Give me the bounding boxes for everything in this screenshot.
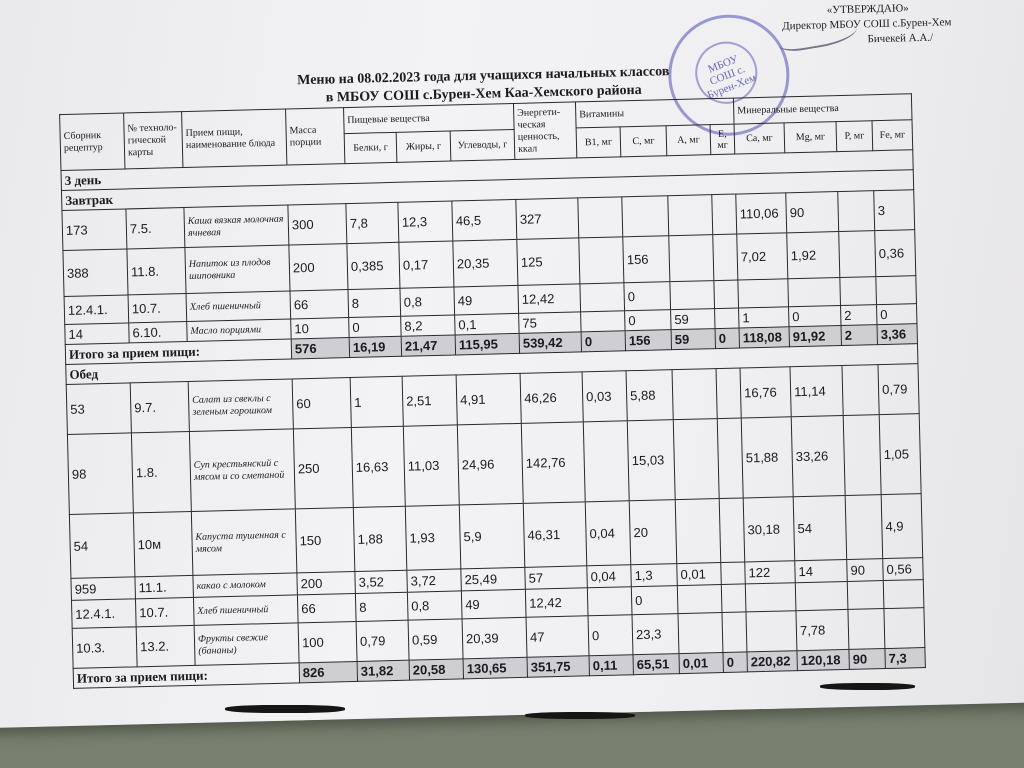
cell-dish: какао с молоком	[193, 573, 298, 598]
cell-fat: 1,93	[405, 505, 461, 570]
cell-mg: 33,26	[791, 415, 845, 496]
cell-fat: 8,2	[401, 315, 455, 336]
cell-carb: 46,5	[452, 199, 517, 241]
cell-protein: 0	[349, 316, 401, 337]
cell-b1	[578, 197, 623, 238]
cell-card: 1.8.	[131, 431, 191, 512]
cell-energy: 46,26	[520, 372, 583, 423]
cell-p	[838, 191, 875, 232]
total-energy: 539,42	[519, 332, 581, 354]
cell-ca	[745, 583, 796, 612]
cell-ca: 1	[739, 307, 789, 328]
cell-carb: 49	[461, 589, 526, 619]
title-line-2: в МБОУ СОШ с.Бурен-Хем Каа-Хемского района	[325, 82, 642, 106]
total-label: Итого за прием пищи:	[73, 663, 299, 689]
cell-protein: 0,79	[356, 620, 409, 661]
header-protein: Белки, г	[344, 132, 397, 163]
total-a: 0,01	[679, 653, 723, 674]
cell-p	[839, 231, 876, 278]
cell-c: 5,88	[626, 370, 673, 421]
cell-dish: Хлеб пшеничный	[193, 595, 298, 626]
cell-ca: 30,18	[743, 497, 795, 562]
cell-carb: 20,39	[462, 617, 527, 659]
header-vitamins: Витамины	[575, 98, 734, 128]
cell-recipe: 14	[65, 323, 129, 345]
cell-card: 10м	[133, 511, 193, 576]
total-energy: 351,75	[527, 656, 589, 678]
cell-c	[622, 196, 669, 237]
cell-recipe: 959	[71, 577, 136, 601]
header-nutrients: Пищевые вещества	[344, 103, 515, 133]
cell-dish: Фрукты свежие (бананы)	[194, 623, 299, 666]
cell-carb: 24,96	[457, 423, 523, 505]
cell-a	[675, 499, 721, 564]
header-minerals: Минеральные вещества	[733, 94, 912, 124]
cell-protein: 1,88	[353, 506, 407, 571]
cell-b1	[581, 311, 625, 332]
cell-mass: 200	[297, 571, 356, 594]
cell-dish: Капуста тушенная с мясом	[191, 509, 297, 576]
total-p: 90	[849, 649, 885, 670]
ink-smudge	[820, 683, 915, 690]
cell-mg: 54	[793, 495, 847, 560]
total-mg: 120,18	[797, 649, 849, 670]
cell-fe: 0,56	[883, 558, 924, 581]
title-line-1: Меню на 08.02.2023 года для учащихся начальных классов	[297, 64, 670, 89]
cell-energy: 47	[526, 616, 589, 658]
cell-ca: 16,76	[740, 367, 791, 418]
header-carb: Углеводы, г	[450, 129, 515, 161]
cell-card: 6.10.	[129, 322, 187, 343]
cell-recipe: 54	[69, 513, 135, 579]
document-body	[57, 0, 1024, 716]
header-mg: Mg, мг	[784, 122, 837, 153]
cell-b1	[580, 283, 625, 312]
total-mg: 91,92	[789, 326, 841, 347]
cell-fe: 0,79	[878, 364, 919, 415]
cell-fe	[876, 276, 917, 305]
total-fat: 20,58	[409, 659, 463, 680]
cell-b1: 0,03	[582, 371, 627, 422]
total-fe: 3,36	[877, 324, 917, 345]
cell-c: 20	[629, 500, 677, 565]
cell-e	[722, 612, 747, 653]
cell-e	[717, 418, 743, 499]
cell-recipe: 173	[62, 209, 127, 251]
cell-carb: 0,1	[455, 313, 520, 335]
total-label: Итого за прием пищи:	[65, 339, 291, 365]
cell-mass: 250	[293, 428, 353, 509]
cell-dish: Хлеб пшеничный	[186, 291, 291, 322]
cell-carb: 20,35	[453, 239, 518, 287]
cell-protein: 8	[348, 288, 401, 317]
cell-b1: 0,04	[585, 501, 631, 566]
cell-fe: 3	[874, 190, 915, 231]
header-recipe: Сборник рецептур	[60, 113, 125, 171]
cell-energy: 46,31	[523, 502, 587, 567]
cell-mass: 150	[295, 507, 355, 572]
total-ca: 220,82	[747, 651, 797, 672]
cell-b1	[579, 237, 624, 284]
cell-mg: 7,78	[796, 609, 849, 650]
cell-card: 11.1.	[135, 575, 194, 598]
total-p: 2	[841, 325, 877, 346]
approval-name: Бичекей А.А./	[867, 31, 934, 46]
header-dish: Прием пищи, наименование блюда	[182, 109, 287, 168]
cell-fe: 4,9	[881, 494, 923, 559]
cell-mg: 90	[786, 192, 839, 233]
total-c: 65,51	[633, 654, 679, 675]
cell-energy: 12,42	[518, 284, 581, 314]
cell-recipe: 388	[63, 249, 128, 297]
cell-ca: 110,06	[736, 193, 787, 234]
cell-a	[670, 281, 715, 310]
approval-position: Директор МБОУ СОШ с.Бурен-Хем	[782, 16, 952, 33]
cell-recipe: 12.4.1.	[64, 295, 129, 325]
cell-e	[721, 584, 746, 613]
cell-mass: 66	[297, 593, 356, 622]
cell-b1: 0,04	[587, 565, 632, 588]
total-protein: 16,19	[349, 336, 401, 357]
cell-protein: 3,52	[355, 570, 408, 593]
header-p: Р, мг	[836, 121, 873, 152]
cell-fe: 0,36	[875, 230, 916, 277]
cell-mg: 1,92	[787, 232, 840, 279]
cell-card: 11.8.	[127, 248, 186, 295]
cell-b1: 0	[588, 615, 633, 656]
cell-dish: Суп крестьянский с мясом и со сметаной	[189, 429, 295, 512]
cell-e	[714, 280, 739, 309]
cell-mass: 200	[289, 244, 348, 291]
total-fe: 7,3	[885, 648, 925, 669]
cell-ca: 7,02	[737, 233, 788, 280]
cell-fat: 0,17	[399, 241, 454, 288]
total-a: 59	[671, 329, 715, 350]
header-energy: Энергети-ческая ценность, ккал	[514, 102, 577, 159]
cell-card: 10.7.	[135, 597, 194, 626]
cell-energy: 57	[525, 566, 588, 590]
cell-dish: Салат из свеклы с зеленым горошком	[188, 379, 293, 432]
total-e: 0	[715, 328, 739, 349]
header-fat: Жиры, г	[396, 131, 451, 162]
day-label: 3 день	[61, 150, 913, 191]
total-e: 0	[723, 652, 747, 673]
header-c: С, мг	[620, 126, 667, 157]
total-mass: 826	[299, 661, 357, 682]
cell-b1	[583, 421, 629, 502]
cell-ca	[738, 279, 789, 308]
cell-fe: 0	[877, 304, 917, 325]
cell-energy: 75	[519, 312, 581, 334]
cell-protein: 7,8	[346, 202, 399, 243]
cell-energy: 12,42	[525, 588, 588, 618]
cell-card: 9.7.	[130, 381, 189, 432]
cell-mg	[788, 278, 841, 307]
cell-fat: 0,8	[400, 287, 455, 316]
lunch-label: Обед	[66, 344, 918, 385]
cell-c: 23,3	[632, 614, 679, 655]
cell-e	[719, 498, 745, 563]
cell-mg	[795, 581, 848, 610]
cell-p: 90	[847, 559, 884, 582]
total-protein: 31,82	[357, 660, 409, 681]
cell-carb: 4,91	[456, 373, 521, 425]
cell-mass: 66	[290, 290, 349, 319]
cell-fat: 11,03	[403, 425, 459, 506]
cell-fat: 0,59	[408, 619, 463, 660]
cell-dish: Каша вязкая молочная ячневая	[184, 205, 289, 248]
total-fat: 21,47	[401, 335, 455, 356]
cell-e	[712, 194, 737, 235]
cell-e	[715, 308, 739, 329]
cell-mass: 100	[298, 621, 357, 662]
cell-a	[673, 419, 719, 500]
cell-card: 7.5.	[126, 208, 185, 249]
cell-b1	[587, 587, 632, 616]
cell-mg: 11,14	[790, 366, 843, 417]
cell-protein: 8	[355, 592, 408, 621]
cell-ca	[746, 611, 797, 652]
cell-carb: 49	[454, 285, 519, 315]
cell-ca: 122	[745, 561, 796, 584]
header-card: № техноло-гической карты	[124, 112, 183, 169]
cell-energy: 142,76	[521, 422, 585, 503]
cell-fat: 3,72	[407, 569, 462, 592]
header-mass: Масса порции	[286, 108, 345, 165]
cell-protein: 16,63	[351, 426, 405, 507]
cell-dish: Напиток из плодов шиповника	[185, 245, 290, 294]
cell-ca: 51,88	[741, 417, 793, 498]
cell-p	[847, 581, 884, 610]
cell-a	[669, 235, 714, 282]
cell-c: 156	[623, 236, 670, 283]
cell-energy: 327	[516, 198, 579, 240]
cell-mass: 10	[291, 318, 349, 339]
ink-smudge	[225, 705, 345, 713]
cell-c: 15,03	[627, 420, 675, 501]
cell-c: 1,3	[631, 564, 678, 587]
cell-c: 0	[624, 282, 671, 311]
cell-card: 13.2.	[136, 625, 195, 666]
cell-recipe: 10.3.	[72, 627, 137, 669]
cell-a	[678, 613, 723, 654]
cell-p	[842, 365, 879, 416]
cell-e	[716, 368, 741, 419]
cell-mg: 14	[795, 559, 848, 582]
cell-p	[840, 277, 877, 306]
cell-fat: 0,8	[407, 591, 462, 620]
cell-fe	[883, 580, 924, 609]
cell-fe	[884, 608, 925, 649]
ink-smudge	[525, 712, 635, 719]
stamp-text: МБОУ СОШ с. Бурен-Хем	[686, 33, 766, 113]
cell-a	[672, 369, 717, 420]
cell-carb: 5,9	[459, 503, 525, 569]
cell-mg: 0	[789, 306, 841, 327]
cell-fe: 1,05	[879, 414, 921, 495]
header-e: Е, мг	[710, 124, 735, 155]
breakfast-label: Завтрак	[61, 170, 913, 211]
cell-a: 0,01	[677, 563, 722, 586]
cell-recipe: 12.4.1.	[71, 599, 136, 629]
cell-a	[668, 195, 713, 236]
total-c: 156	[625, 330, 671, 351]
total-b1: 0,11	[589, 655, 633, 676]
cell-e	[721, 562, 746, 585]
cell-dish: Масло порциями	[187, 319, 291, 342]
cell-e	[713, 234, 738, 281]
cell-p	[843, 415, 881, 496]
header-fe: Fe, мг	[872, 120, 913, 151]
header-a: А, мг	[666, 125, 711, 156]
cell-mass: 300	[288, 204, 347, 245]
cell-c: 0	[631, 586, 678, 615]
cell-protein: 0,385	[347, 242, 400, 289]
total-ca: 118,08	[739, 327, 789, 348]
cell-a	[677, 585, 722, 614]
cell-protein: 1	[350, 376, 403, 427]
approval-heading: «УТВЕРЖДАЮ»	[826, 2, 909, 17]
cell-fat: 2,51	[402, 375, 457, 426]
cell-recipe: 53	[66, 383, 131, 435]
total-carb: 130,65	[463, 657, 528, 679]
cell-p: 2	[841, 305, 877, 326]
cell-fat: 12,3	[398, 201, 453, 242]
total-mass: 576	[291, 338, 349, 359]
cell-c: 0	[625, 310, 671, 331]
cell-p	[845, 495, 883, 560]
cell-mass: 60	[292, 378, 351, 429]
cell-recipe: 98	[67, 433, 133, 515]
cell-a: 59	[671, 309, 715, 330]
approval-block	[712, 0, 973, 51]
menu-table	[59, 93, 926, 689]
total-b1: 0	[581, 331, 625, 352]
cell-p	[848, 609, 885, 650]
header-b1: В1, мг	[576, 127, 621, 158]
cell-card: 10.7.	[128, 294, 187, 323]
header-ca: Са, мг	[734, 123, 785, 154]
cell-carb: 25,49	[461, 567, 526, 591]
cell-energy: 125	[517, 238, 580, 286]
total-carb: 115,95	[455, 333, 520, 355]
